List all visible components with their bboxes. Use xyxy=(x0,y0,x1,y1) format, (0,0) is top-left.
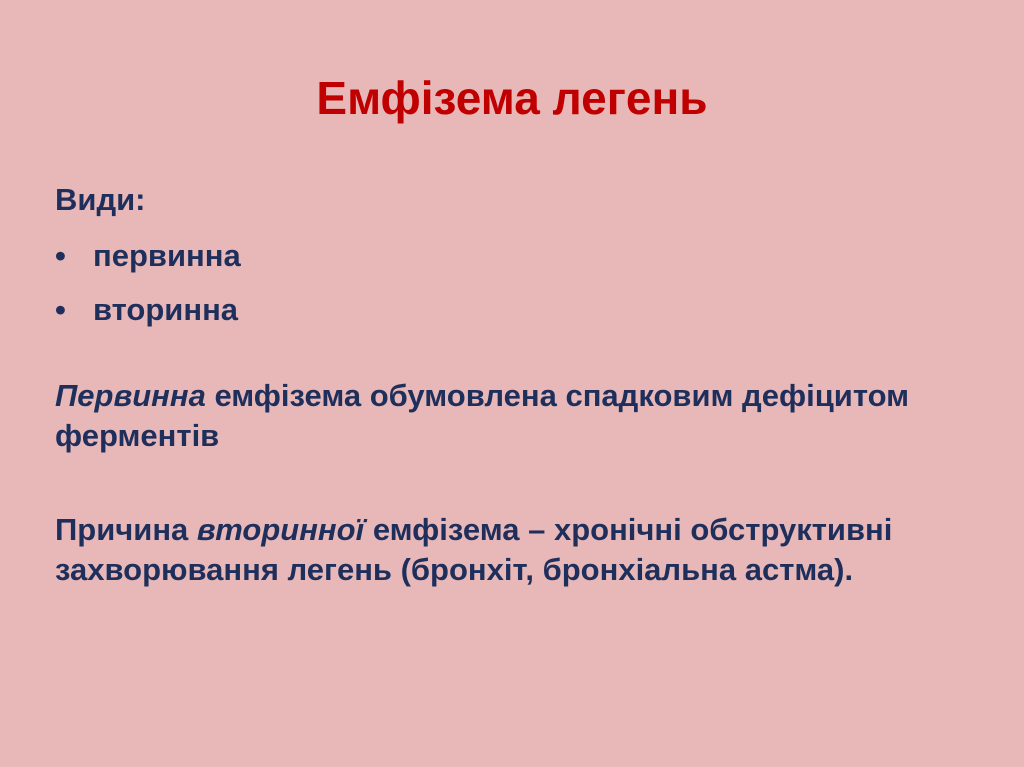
primary-description: емфізема обумовлена спадковим дефіцитом ферментів xyxy=(55,378,910,453)
list-item xyxy=(55,236,975,276)
bullet-icon: • xyxy=(55,292,66,327)
slide-title: Емфізема легень xyxy=(316,72,708,124)
list-item-text: первинна xyxy=(93,238,241,273)
secondary-lead: Причина xyxy=(55,512,197,547)
types-list xyxy=(55,236,975,330)
primary-paragraph xyxy=(55,376,975,456)
list-item-text: вторинна xyxy=(93,292,239,327)
list-item xyxy=(55,290,975,330)
secondary-paragraph xyxy=(55,510,975,590)
bullet-icon: • xyxy=(55,238,66,273)
primary-term: Первинна xyxy=(55,378,206,413)
types-heading: Види: xyxy=(55,182,146,217)
slide-body xyxy=(55,180,975,590)
secondary-description: емфізема – хронічні обструктивні захворювання легень (бронхіт, бронхіальна астма). xyxy=(55,512,893,587)
secondary-term: вторинної xyxy=(196,512,365,547)
